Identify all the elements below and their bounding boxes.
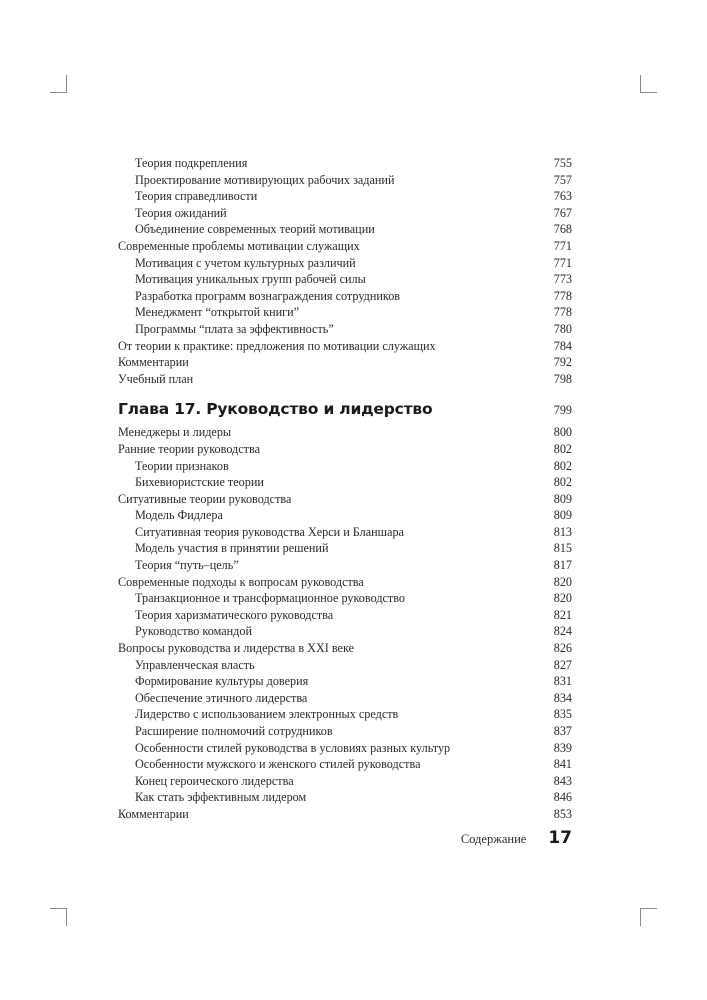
toc-entry-page: 817 [553,558,572,573]
toc-entry[interactable] [118,271,572,288]
crop-mark-bottom-left [50,908,67,909]
toc-entry[interactable] [118,690,572,707]
toc-entry[interactable] [118,491,572,508]
crop-mark-bottom-right [640,908,641,926]
toc-section-top [118,155,572,387]
toc-entry-page: 821 [553,607,572,622]
toc-entry[interactable] [118,304,572,321]
toc-entry-title: Современные подходы к вопросам руководства [118,574,364,589]
toc-entry[interactable] [118,806,572,823]
toc-entry[interactable] [118,673,572,690]
toc-entry-page: 853 [553,806,572,821]
toc-entry[interactable] [118,607,572,624]
toc-entry[interactable] [118,288,572,305]
toc-entry[interactable] [118,155,572,172]
toc-entry-title: Обеспечение этичного лидерства [135,690,308,705]
toc-entry-title: Модель Фидлера [135,508,223,523]
toc-entry-title: Вопросы руководства и лидерства в XXI веке [118,641,354,656]
toc-entry-page: 802 [553,441,572,456]
toc-entry[interactable] [118,205,572,222]
toc-entry-title: Конец героического лидерства [135,773,294,788]
toc-entry-page: 757 [553,172,572,187]
toc-entry-page: 768 [553,222,572,237]
toc-entry-title: Учебный план [118,371,194,386]
toc-entry[interactable] [118,574,572,591]
toc-entry-title: Программы “плата за эффективность” [135,321,334,336]
toc-entry[interactable] [118,221,572,238]
toc-entry[interactable] [118,188,572,205]
toc-entry-title: Расширение полномочий сотрудников [135,724,333,738]
toc-entry-title: Управленческая власть [135,657,255,672]
toc-entry-title: Менеджмент “открытой книги” [135,305,300,320]
toc-entry-title: Теория “путь–цель” [135,558,239,573]
chapter-heading[interactable] [118,399,572,419]
toc-entry-title: Современные проблемы мотивации служащих [118,238,360,253]
toc-entry-page: 784 [553,338,572,353]
toc-entry-title: Теория ожиданий [135,205,227,220]
toc-entry[interactable] [118,723,572,740]
toc-entry[interactable] [118,474,572,491]
toc-entry[interactable] [118,338,572,355]
table-of-contents [118,155,572,823]
toc-entry[interactable] [118,740,572,757]
toc-entry-title: Ранние теории руководства [118,441,260,456]
toc-entry-page: 755 [553,156,572,170]
toc-entry-page: 831 [553,674,572,689]
toc-entry-title: Транзакционное и трансформационное руководство [135,591,406,606]
toc-entry-title: Разработка программ вознаграждения сотрудников [135,288,401,303]
toc-entry-page: 820 [553,591,572,606]
toc-entry-title: Мотивация с учетом культурных различий [135,255,356,270]
chapter-page-number: 799 [553,403,572,418]
toc-entry-title: Лидерство с использованием электронных средств [135,707,399,722]
toc-entry[interactable] [118,354,572,371]
toc-entry-page: 778 [553,288,572,303]
toc-entry-title: Объединение современных теорий мотивации [135,222,375,237]
toc-entry-title: Теория справедливости [135,189,258,204]
toc-entry-page: 809 [553,491,572,506]
toc-entry-page: 839 [553,740,572,755]
toc-entry-title: Теория подкрепления [135,156,248,170]
toc-entry-page: 767 [553,205,572,220]
toc-entry[interactable] [118,590,572,607]
toc-entry-page: 780 [553,321,572,336]
toc-entry[interactable] [118,623,572,640]
toc-entry-page: 813 [553,524,572,539]
toc-entry-page: 827 [553,657,572,672]
toc-entry-page: 798 [553,371,572,386]
toc-entry-title: Формирование культуры доверия [135,674,309,689]
toc-entry-page: 835 [553,707,572,722]
running-footer-label: Содержание [460,832,527,846]
toc-entry[interactable] [118,524,572,541]
toc-entry-title: Мотивация уникальных групп рабочей силы [135,272,366,287]
crop-mark-top-right [640,92,657,93]
toc-entry-title: Модель участия в принятии решений [135,541,329,556]
toc-entry[interactable] [118,789,572,806]
toc-entry-page: 841 [553,757,572,772]
toc-entry-title: Комментарии [118,355,189,370]
crop-mark-bottom-left [66,908,67,926]
toc-entry-page: 763 [553,189,572,204]
toc-entry-title: Особенности стилей руководства в условиях разных культур [135,740,451,755]
toc-entry-page: 846 [553,790,572,805]
toc-entry-page: 824 [553,624,572,639]
crop-mark-top-left [50,92,67,93]
toc-entry-title: Комментарии [118,806,189,821]
toc-entry-page: 820 [553,574,572,589]
crop-mark-bottom-right [640,908,657,909]
toc-entry-page: 809 [553,508,572,523]
toc-entry[interactable] [118,657,572,674]
toc-entry-page: 837 [553,724,572,738]
toc-entry-title: Особенности мужского и женского стилей руководства [135,757,421,772]
toc-entry[interactable] [118,371,572,388]
toc-entry-page: 771 [553,255,572,270]
toc-entry[interactable] [118,540,572,557]
toc-entry-title: Ситуативная теория руководства Херси и Бланшара [135,524,404,539]
crop-mark-top-left [66,75,67,93]
toc-entry-page: 834 [553,690,572,705]
toc-entry-title: Бихевиористские теории [135,475,264,490]
chapter-title: Глава 17. Руководство и лидерство [118,400,433,419]
toc-entry[interactable] [118,557,572,574]
toc-entry-page: 802 [553,475,572,490]
toc-entry-title: Как стать эффективным лидером [135,790,307,805]
toc-entry[interactable] [118,640,572,657]
page-footer [118,828,572,848]
toc-entry-title: Ситуативные теории руководства [118,491,292,506]
toc-section-bottom [118,424,572,822]
toc-entry-title: Теория харизматического руководства [135,607,334,622]
toc-entry-title: Теории признаков [135,458,229,473]
toc-entry[interactable] [118,773,572,790]
toc-entry-page: 771 [553,238,572,253]
toc-entry-page: 815 [553,541,572,556]
toc-entry-page: 802 [553,458,572,473]
toc-entry-page: 826 [553,641,572,656]
folio-page-number: 17 [548,828,572,848]
toc-entry[interactable] [118,172,572,189]
toc-entry-title: Проектирование мотивирующих рабочих заданий [135,172,395,187]
toc-entry-title: От теории к практике: предложения по мотивации служащих [118,338,436,353]
toc-entry[interactable] [118,706,572,723]
toc-entry-title: Руководство командой [135,624,252,639]
toc-entry[interactable] [118,507,572,524]
toc-entry-page: 843 [553,773,572,788]
toc-entry[interactable] [118,458,572,475]
toc-entry-page: 800 [553,425,572,440]
toc-entry[interactable] [118,441,572,458]
toc-entry[interactable] [118,424,572,441]
toc-entry[interactable] [118,756,572,773]
toc-entry-page: 778 [553,305,572,320]
toc-entry[interactable] [118,255,572,272]
toc-entry-title: Менеджеры и лидеры [118,425,232,440]
toc-entry[interactable] [118,321,572,338]
toc-entry-page: 773 [553,272,572,287]
toc-entry[interactable] [118,238,572,255]
crop-mark-top-right [640,75,641,93]
toc-entry-page: 792 [553,355,572,370]
